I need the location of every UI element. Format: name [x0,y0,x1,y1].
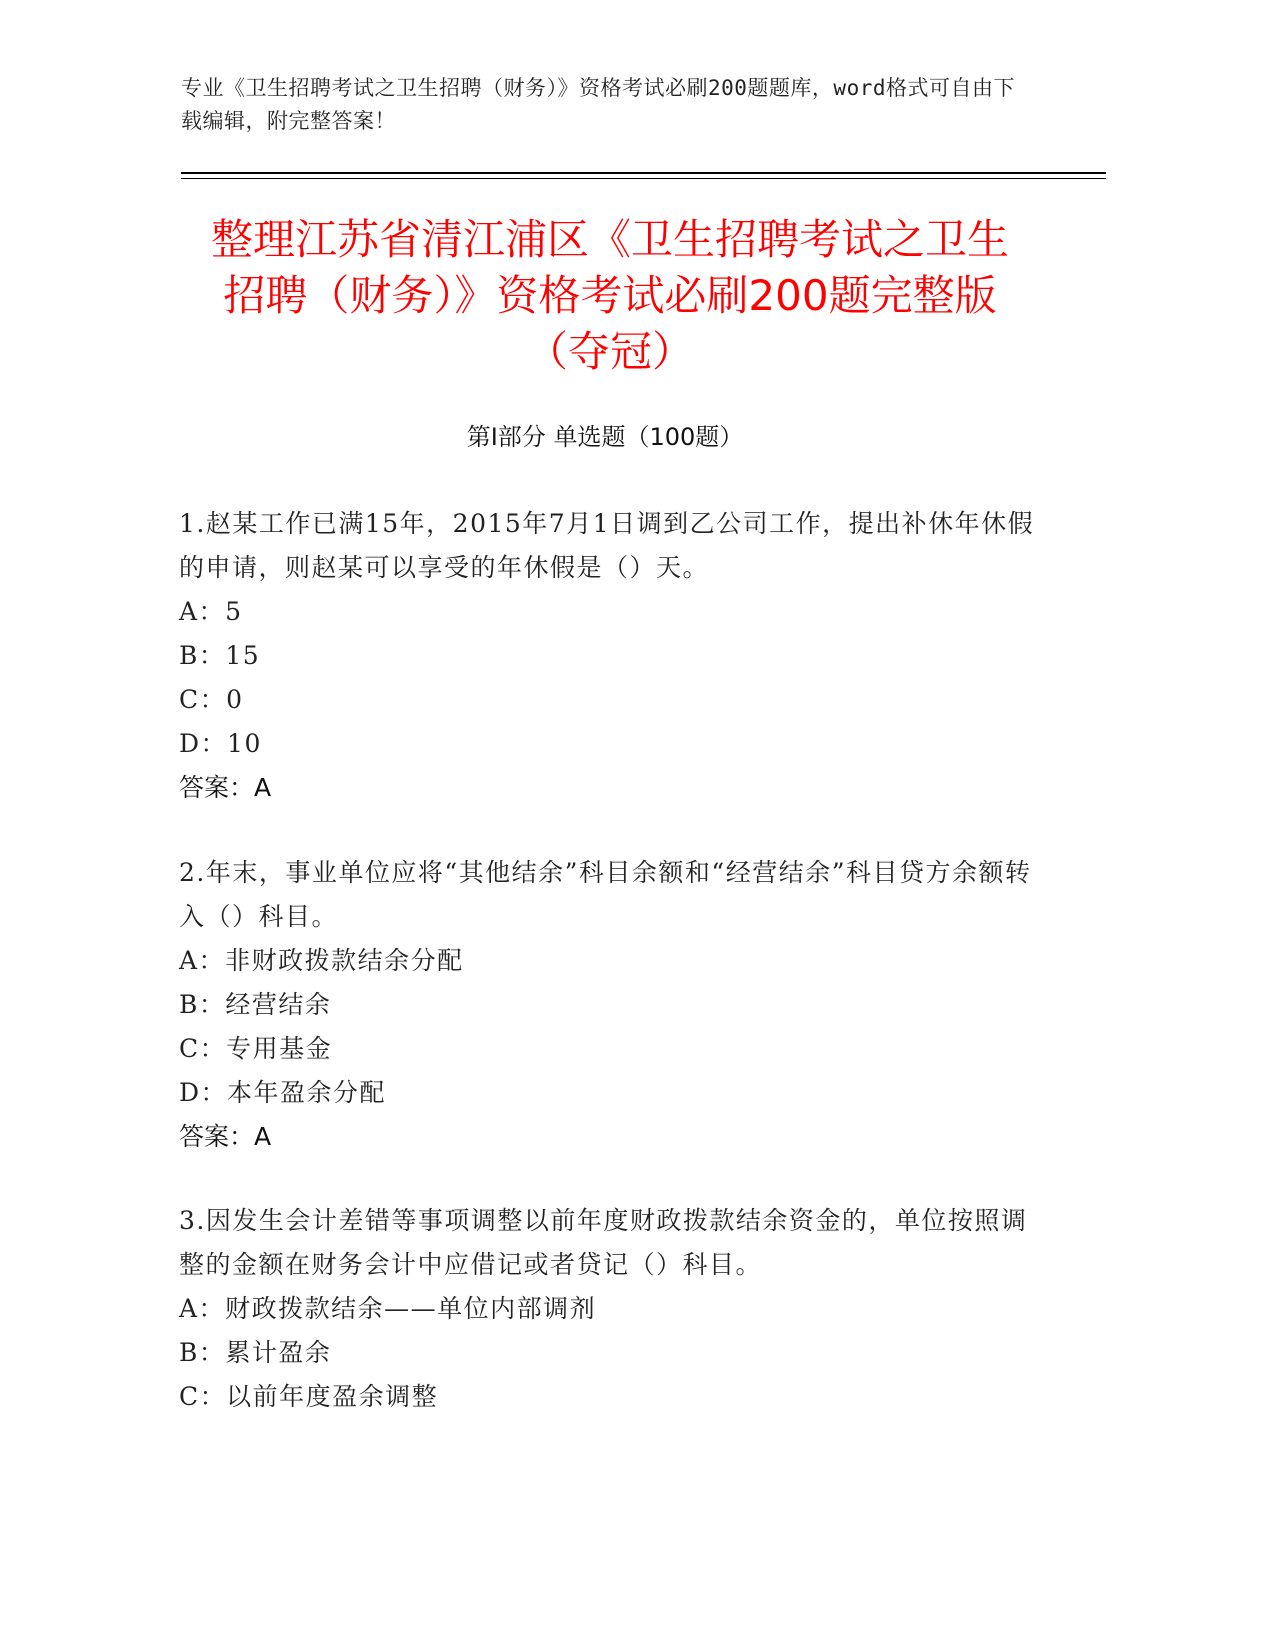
option-text: 累计盈余 [225,1338,332,1367]
option-b [179,634,1039,678]
option-key: A： [179,946,226,975]
question-stem: 3.因发生会计差错等事项调整以前年度财政拨款结余资金的，单位按照调整的金额在财务会计中应借记或者贷记（）科目。 [179,1206,1028,1279]
option-text: 经营结余 [225,990,332,1019]
option-d [179,1071,1039,1115]
option-key: A： [179,1294,226,1323]
question-2 [179,851,1039,1159]
option-a [179,1287,1039,1331]
option-c [179,678,1039,722]
header-divider-thin [181,178,1106,179]
option-a [179,939,1039,983]
option-key: C： [179,1382,227,1411]
answer-line: 答案：A [179,773,272,802]
option-key: A： [179,597,226,626]
question-3 [179,1199,1039,1419]
option-b [179,983,1039,1027]
option-key: C： [179,1034,227,1063]
option-c [179,1027,1039,1071]
question-stem: 2.年末，事业单位应将“其他结余”科目余额和“经营结余”科目贷方余额转入（）科目。 [179,858,1032,931]
option-text: 财政拨款结余——单位内部调剂 [225,1294,597,1323]
option-text: 本年盈余分配 [227,1078,387,1107]
answer-line: 答案：A [179,1122,272,1151]
option-b [179,1331,1039,1375]
title-line-2: 招聘（财务）》资格考试必刷200题完整版 [223,271,997,320]
option-key: B： [179,641,226,670]
section-title: 第Ⅰ部分 单选题（100题） [466,423,744,451]
option-key: D： [179,729,228,758]
header-divider-thick [181,172,1106,174]
title-line-3: （夺冠） [525,327,694,376]
option-text: 专用基金 [226,1034,333,1063]
option-c [179,1375,1039,1419]
option-text: 10 [227,729,262,758]
option-a [179,590,1039,634]
document-title [150,212,1070,380]
option-text: 0 [226,685,244,714]
option-key: B： [179,990,226,1019]
title-line-1: 整理江苏省清江浦区《卫生招聘考试之卫生 [210,215,1009,264]
question-stem: 1.赵某工作已满15年，2015年7月1日调到乙公司工作，提出补休年休假的申请，则赵某可以享受的年休假是（）天。 [179,509,1035,582]
option-key: D： [179,1078,228,1107]
question-1 [179,502,1039,810]
option-key: C： [179,685,227,714]
option-d [179,722,1039,766]
option-text: 非财政拨款结余分配 [225,946,464,975]
option-key: B： [179,1338,226,1367]
option-text: 5 [225,597,243,626]
option-text: 以前年度盈余调整 [226,1382,439,1411]
header-note: 专业《卫生招聘考试之卫生招聘（财务）》资格考试必刷200题题库，word格式可自由下载编辑，附完整答案！ [181,76,1015,133]
option-text: 15 [225,641,261,670]
